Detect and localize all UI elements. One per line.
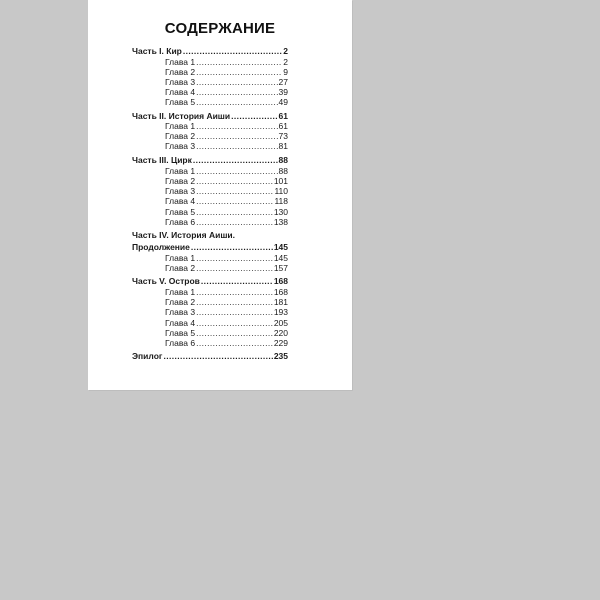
toc-chapter-entry	[165, 57, 288, 67]
toc-entry-label: Глава 1	[165, 121, 196, 131]
toc-chapter-entry	[165, 297, 288, 307]
toc-entry-label: Глава 3	[165, 186, 196, 196]
toc-entry-label: Эпилог	[132, 351, 163, 361]
toc-page-number: 157	[273, 263, 288, 273]
toc-chapter-entry	[165, 196, 288, 206]
toc-page-number: 61	[278, 111, 288, 121]
toc-leader-dots	[196, 207, 273, 217]
toc-page-number: 49	[278, 97, 288, 107]
toc-page-number: 118	[274, 196, 288, 206]
toc-leader-dots	[196, 253, 273, 263]
toc-page-number: 39	[278, 87, 288, 97]
toc-leader-dots	[196, 166, 277, 176]
toc-leader-dots	[196, 287, 273, 297]
toc-entry-label: Глава 2	[165, 67, 196, 77]
toc-chapter-entry	[165, 338, 288, 348]
toc-entry-label: Глава 6	[165, 217, 196, 227]
toc-chapter-entry	[165, 287, 288, 297]
toc-leader-dots	[196, 141, 277, 151]
toc-chapter-entry	[165, 97, 288, 107]
toc-chapter-entry	[165, 141, 288, 151]
toc-page-number: 168	[273, 276, 288, 286]
toc-chapter-entry	[165, 77, 288, 87]
toc-leader-dots	[193, 155, 278, 165]
toc-page-number: 229	[273, 338, 288, 348]
toc-page-number: 181	[273, 297, 288, 307]
toc-entry-label: Глава 5	[165, 207, 196, 217]
toc-entry-label: Глава 1	[165, 57, 196, 67]
toc-leader-dots	[196, 97, 277, 107]
toc-leader-dots	[196, 196, 273, 206]
toc-leader-dots	[231, 111, 277, 121]
toc-leader-dots	[196, 176, 273, 186]
toc-entry-label: Часть I. Кир	[132, 46, 182, 56]
toc-part-entry	[132, 351, 288, 361]
toc-entry-label: Глава 4	[165, 318, 196, 328]
toc-chapter-entry	[165, 263, 288, 273]
toc-page-number: 88	[278, 166, 288, 176]
toc-chapter-entry	[165, 186, 288, 196]
toc-leader-dots	[191, 242, 273, 252]
toc-page-number: 168	[273, 287, 288, 297]
toc-entry-label: Глава 6	[165, 338, 196, 348]
toc-page-number: 101	[273, 176, 288, 186]
toc-page-number: 88	[278, 155, 288, 165]
toc-page-number: 81	[278, 141, 288, 151]
toc-entry-label: Глава 4	[165, 87, 196, 97]
toc-entry-label: Глава 1	[165, 253, 196, 263]
toc-chapter-entry	[165, 176, 288, 186]
toc-leader-dots	[196, 297, 273, 307]
toc-leader-dots	[196, 131, 277, 141]
toc-leader-dots	[196, 67, 282, 77]
toc-page-number: 205	[273, 318, 288, 328]
toc-entry-label: Часть III. Цирк	[132, 155, 192, 165]
toc-leader-dots	[196, 57, 282, 67]
toc-page-number: 145	[273, 253, 288, 263]
toc-page-number: 27	[278, 77, 288, 87]
toc-entry-label: Глава 2	[165, 131, 196, 141]
toc-chapter-entry	[165, 131, 288, 141]
toc-part-entry	[132, 230, 235, 240]
toc-leader-dots	[196, 121, 277, 131]
toc-leader-dots	[196, 77, 277, 87]
toc-part-entry	[132, 46, 288, 56]
toc-page-number: 130	[273, 207, 288, 217]
toc-chapter-entry	[165, 217, 288, 227]
toc-leader-dots	[196, 263, 273, 273]
toc-chapter-entry	[165, 253, 288, 263]
toc-leader-dots	[163, 351, 272, 361]
toc-leader-dots	[196, 338, 273, 348]
toc-leader-dots	[196, 307, 273, 317]
toc-chapter-entry	[165, 67, 288, 77]
toc-leader-dots	[196, 217, 273, 227]
toc-chapter-entry	[165, 318, 288, 328]
toc-entry-label: Часть V. Остров	[132, 276, 200, 286]
toc-leader-dots	[183, 46, 282, 56]
toc-page-number: 145	[273, 242, 288, 252]
toc-page-number: 138	[273, 217, 288, 227]
toc-chapter-entry	[165, 121, 288, 131]
toc-leader-dots	[201, 276, 273, 286]
toc-page-number: 110	[274, 186, 288, 196]
toc-entry-label: Часть IV. История Аиши.	[132, 230, 236, 240]
toc-page-number: 220	[273, 328, 288, 338]
toc-entry-label: Продолжение	[132, 242, 190, 252]
toc-entry-label: Глава 3	[165, 141, 196, 151]
toc-leader-dots	[196, 328, 273, 338]
toc-part-entry	[132, 276, 288, 286]
toc-entry-label: Часть II. История Аиши	[132, 111, 231, 121]
toc-page-number: 193	[273, 307, 288, 317]
toc-chapter-entry	[165, 307, 288, 317]
toc-leader-dots	[196, 87, 277, 97]
toc-page-number: 73	[278, 131, 288, 141]
toc-entry-label: Глава 1	[165, 287, 196, 297]
toc-entry-label: Глава 3	[165, 307, 196, 317]
toc-title: СОДЕРЖАНИЕ	[164, 20, 276, 37]
toc-chapter-entry	[165, 87, 288, 97]
toc-leader-dots	[196, 186, 273, 196]
toc-part-entry	[132, 155, 288, 165]
toc-entry-label: Глава 4	[165, 196, 196, 206]
toc-entry-label: Глава 3	[165, 77, 196, 87]
toc-page-number: 235	[273, 351, 288, 361]
toc-entry-label: Глава 2	[165, 297, 196, 307]
toc-entry-label: Глава 2	[165, 263, 196, 273]
toc-page-number: 2	[283, 46, 288, 56]
toc-leader-dots	[196, 318, 273, 328]
toc-chapter-entry	[165, 328, 288, 338]
toc-entry-label: Глава 2	[165, 176, 196, 186]
toc-page-number: 61	[278, 121, 288, 131]
toc-page-number: 2	[283, 57, 288, 67]
toc-entry-label: Глава 1	[165, 166, 196, 176]
toc-part-entry	[132, 242, 288, 252]
toc-entry-label: Глава 5	[165, 328, 196, 338]
toc-entry-label: Глава 5	[165, 97, 196, 107]
toc-page-number: 9	[283, 67, 288, 77]
toc-part-entry	[132, 111, 288, 121]
toc-chapter-entry	[165, 166, 288, 176]
toc-chapter-entry	[165, 207, 288, 217]
